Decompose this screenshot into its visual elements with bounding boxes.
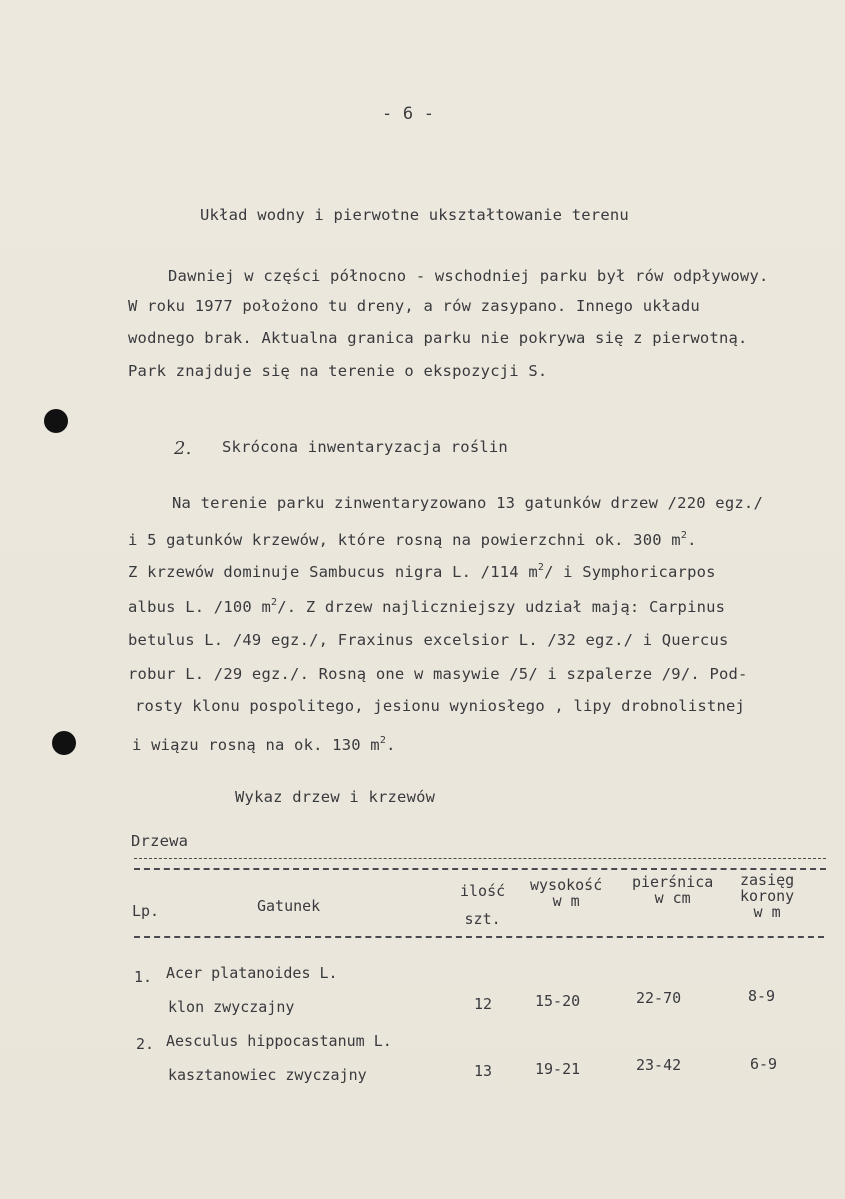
- cell-latin: Aesculus hippocastanum L.: [166, 1032, 392, 1050]
- cell-zasieg: 6-9: [750, 1055, 778, 1073]
- section-heading: Skrócona inwentaryzacja roślin: [222, 438, 508, 456]
- paragraph-line: Na terenie parku zinwentaryzowano 13 gatunków drzew /220 egz./: [172, 494, 763, 512]
- paragraph-line: robur L. /29 egz./. Rosną one w masywie /5/ i szpalerze /9/. Pod-: [128, 665, 748, 683]
- cell-lp: 2.: [136, 1035, 155, 1053]
- paragraph-line: Park znajduje się na terenie o ekspozycji S.: [128, 362, 548, 380]
- page-number: - 6 -: [382, 104, 435, 124]
- cell-wysokosc: 19-21: [535, 1060, 581, 1078]
- cell-ilosc: 13: [474, 1062, 493, 1080]
- cell-piersnica: 23-42: [636, 1056, 682, 1074]
- header-gatunek: Gatunek: [257, 897, 321, 915]
- cell-polish: klon zwyczajny: [168, 998, 295, 1016]
- punch-hole: [52, 731, 76, 755]
- cell-piersnica: 22-70: [636, 989, 682, 1007]
- paragraph-line: rosty klonu pospolitego, jesionu wyniosłego , lipy drobnolistnej: [135, 697, 746, 715]
- section-title: Układ wodny i pierwotne ukształtowanie terenu: [200, 206, 629, 224]
- table-rule-top: [134, 868, 826, 870]
- paragraph-line: i 5 gatunków krzewów, które rosną na powierzchni ok. 300 $m^2$.: [128, 530, 697, 549]
- group-label: Drzewa: [131, 832, 189, 850]
- list-title: Wykaz drzew i krzewów: [235, 788, 436, 806]
- header-ilosc: ilość szt.: [460, 882, 506, 928]
- paragraph-line: wodnego brak. Aktualna granica parku nie pokrywa się z pierwotną.: [128, 329, 748, 347]
- table-rule-top-thin: [134, 858, 826, 859]
- cell-latin: Acer platanoides L.: [166, 964, 338, 982]
- paragraph-line: Z krzewów dominuje Sambucus nigra L. /114 $m^2/$ i Symphoricarpos: [128, 562, 716, 581]
- cell-ilosc: 12: [474, 995, 493, 1013]
- header-piersnica: pierśnica w cm: [632, 873, 714, 907]
- cell-polish: kasztanowiec zwyczajny: [168, 1066, 367, 1084]
- header-lp: Lp.: [132, 902, 160, 920]
- cell-wysokosc: 15-20: [535, 992, 581, 1010]
- section-number: 2.: [174, 438, 192, 459]
- cell-lp: 1.: [134, 968, 153, 986]
- cell-zasieg: 8-9: [748, 987, 776, 1005]
- paragraph-line: albus L. /100 $m^2/$. Z drzew najliczniejszy udział mają: Carpinus: [128, 597, 726, 616]
- paragraph-line: betulus L. /49 egz./, Fraxinus excelsior L. /32 egz./ i Quercus: [128, 631, 729, 649]
- table-rule-header: [134, 936, 824, 938]
- paragraph-line: W roku 1977 położono tu dreny, a rów zasypano. Innego układu: [128, 297, 700, 315]
- paragraph-line: i wiązu rosną na ok. 130 $m^2$.: [132, 735, 396, 754]
- header-wysokosc: wysokość w m: [530, 876, 603, 910]
- header-zasieg: zasięg korony w m: [740, 871, 795, 921]
- paragraph-line: Dawniej w części północno - wschodniej parku był rów odpływowy.: [168, 267, 769, 285]
- punch-hole: [44, 409, 68, 433]
